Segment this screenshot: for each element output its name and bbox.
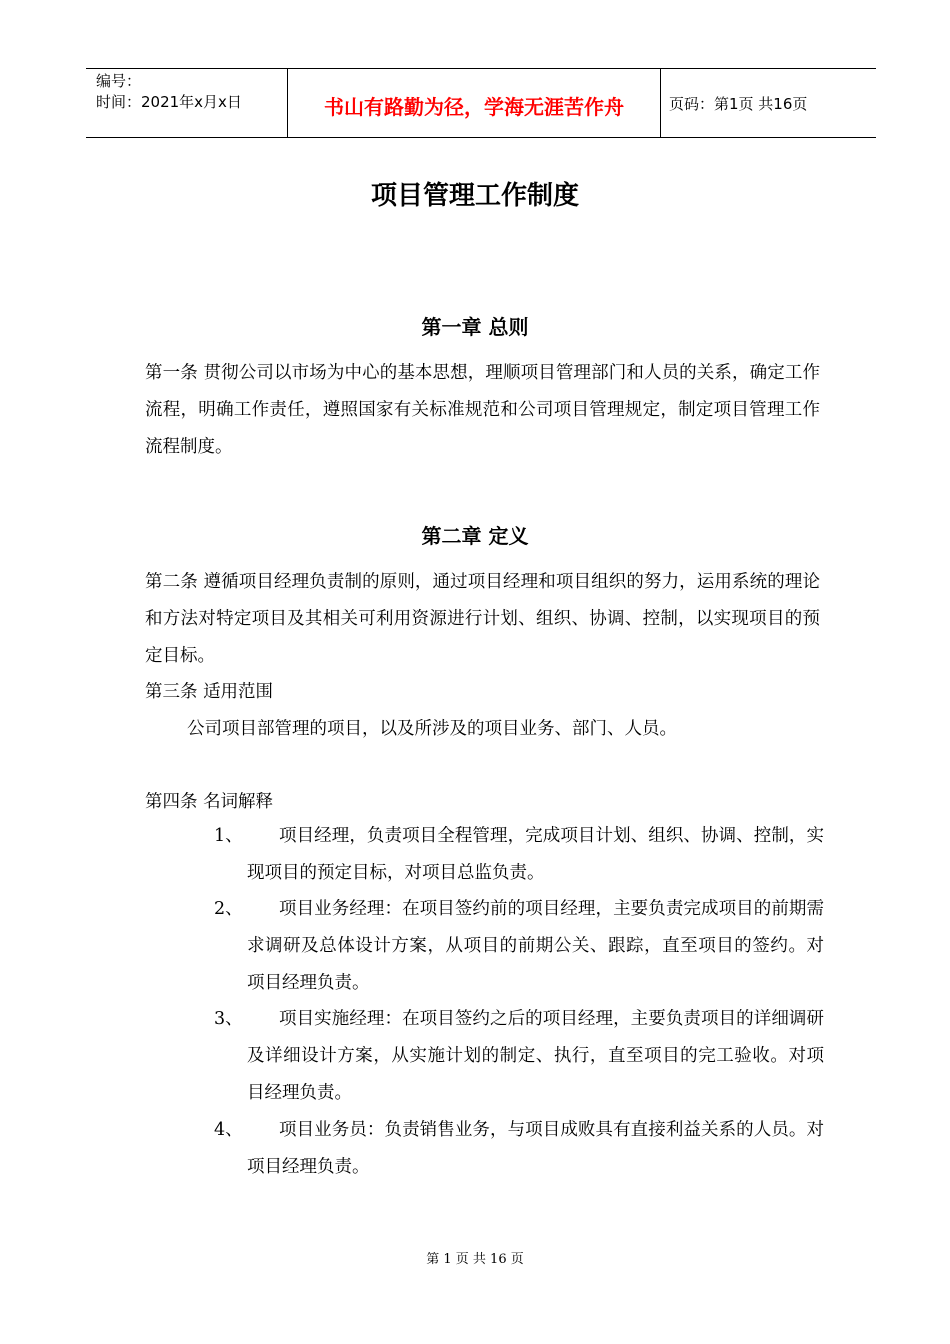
serial-label: 编号： <box>96 72 142 90</box>
term-number: 3、 <box>214 1009 243 1029</box>
header-meta <box>86 69 288 137</box>
term-number: 2、 <box>214 899 243 919</box>
term-text: 项目实施经理：在项目签约之后的项目经理，主要负责项目的详细调研及详细设计方案，从实施计划的制定、执行，直至项目的完工验收。对项目经理负责。 <box>247 1009 824 1103</box>
article-2: 第二条 遵循项目经理负责制的原则，通过项目经理和项目组织的努力，运用系统的理论和方法对特定项目及其相关可利用资源进行计划、组织、协调、控制，以实现项目的预定目标。 <box>145 572 820 666</box>
document-title: 项目管理工作制度 <box>370 181 579 211</box>
document-header <box>86 68 876 138</box>
term-item-2 <box>214 891 824 1002</box>
article-3-title: 第三条 适用范围 <box>145 682 274 702</box>
term-item-4 <box>214 1112 824 1186</box>
chapter-2-heading: 第二章 定义 <box>421 524 529 548</box>
term-number: 1、 <box>214 826 243 846</box>
chapter-1-heading: 第一章 总则 <box>421 315 529 339</box>
term-text: 项目经理，负责项目全程管理，完成项目计划、组织、协调、控制，实现项目的预定目标，对项目总监负责。 <box>247 826 824 883</box>
article-4-title: 第四条 名词解释 <box>145 792 274 812</box>
page-footer: 第 1 页 共 16 页 <box>426 1252 524 1267</box>
term-number: 4、 <box>214 1120 243 1140</box>
term-item-1 <box>214 818 824 892</box>
header-motto: 书山有路勤为径，学海无涯苦作舟 <box>288 69 661 137</box>
article-3-body: 公司项目部管理的项目，以及所涉及的项目业务、部门、人员。 <box>187 719 677 739</box>
term-text: 项目业务员：负责销售业务，与项目成败具有直接利益关系的人员。对项目经理负责。 <box>247 1120 824 1177</box>
article-1: 第一条 贯彻公司以市场为中心的基本思想，理顺项目管理部门和人员的关系，确定工作流程，明确工作责任，遵照国家有关标准规范和公司项目管理规定，制定项目管理工作流程制度。 <box>145 363 820 457</box>
term-item-3 <box>214 1001 824 1112</box>
term-text: 项目业务经理：在项目签约前的项目经理，主要负责完成项目的前期需求调研及总体设计方案，从项目的前期公关、跟踪，直至项目的签约。对项目经理负责。 <box>247 899 824 993</box>
header-page-label: 页码：第1页 共16页 <box>669 94 808 113</box>
time-label: 时间：2021年x月x日 <box>96 93 242 111</box>
